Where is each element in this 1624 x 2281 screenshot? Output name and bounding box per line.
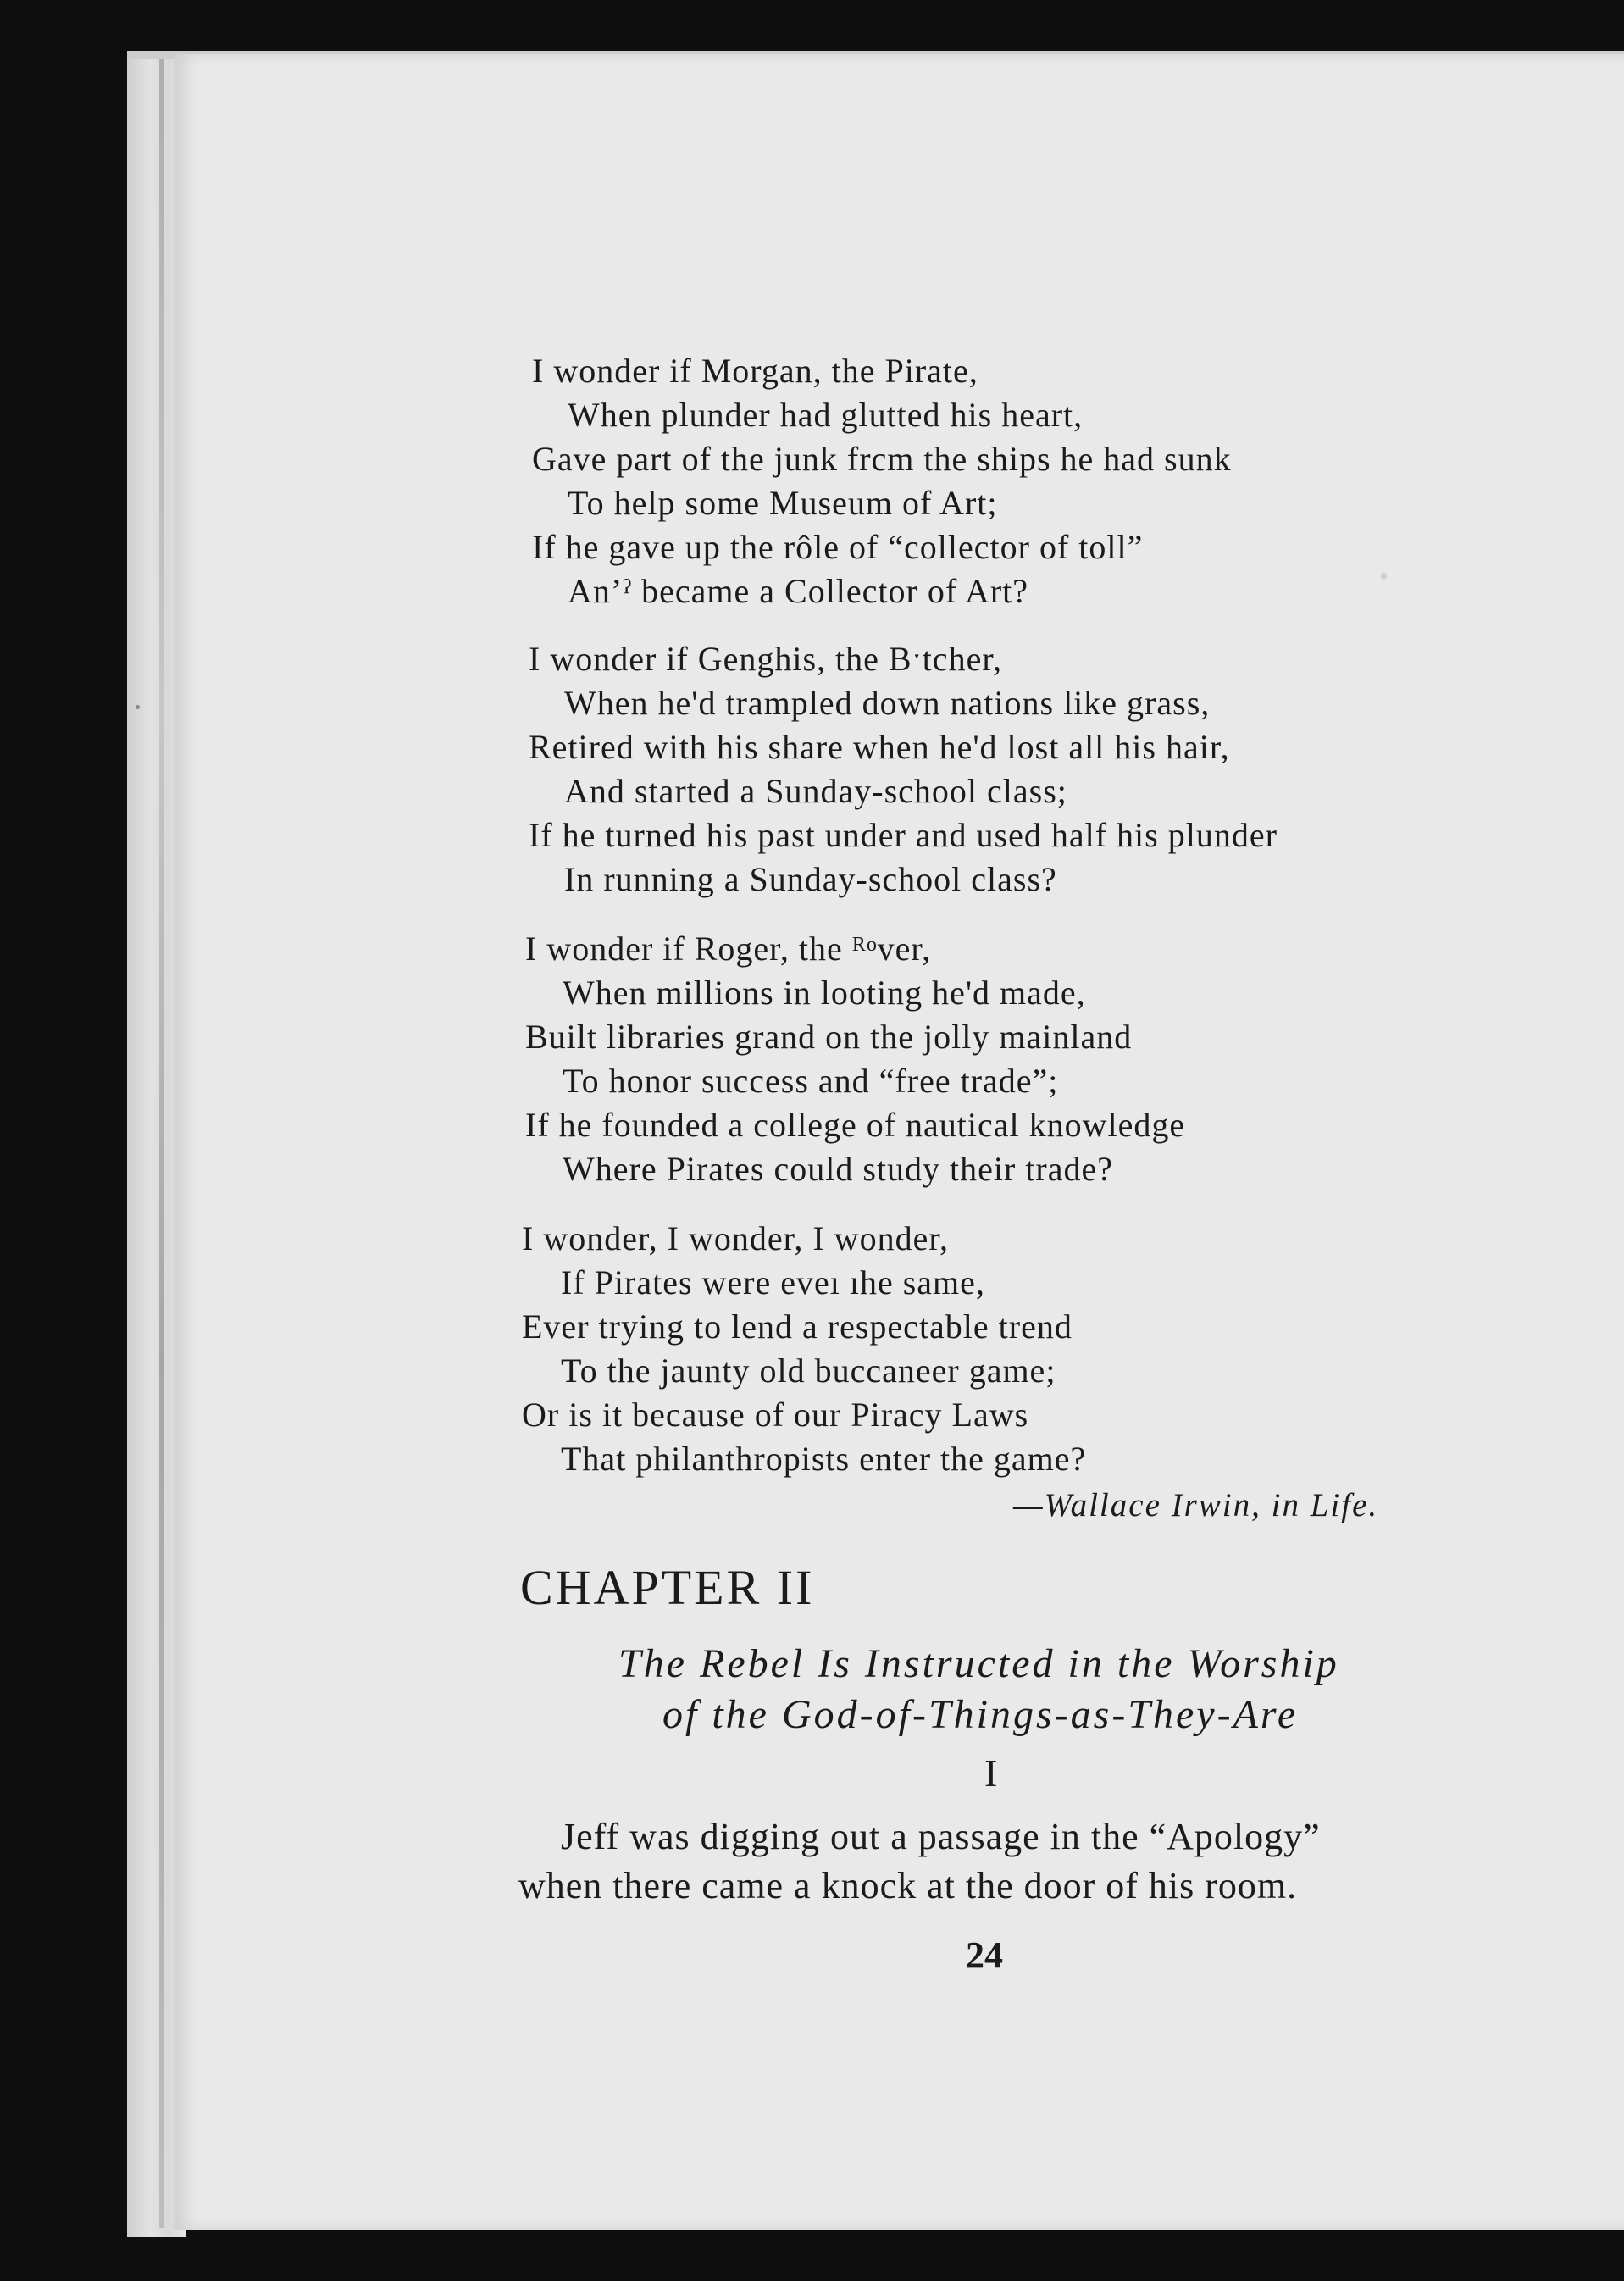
chapter-heading: CHAPTER II [520, 1560, 815, 1615]
section-numeral: I [984, 1751, 998, 1795]
poem-line: Where Pirates could study their trade? [563, 1150, 1113, 1188]
poem-line: Retired with his share when he'd lost all his hair, [529, 728, 1230, 766]
poem-attribution: —Wallace Irwin, in Life. [1013, 1487, 1379, 1523]
poem-line: And started a Sunday-school class; [564, 772, 1067, 810]
poem-line: To help some Museum of Art; [568, 484, 998, 522]
poem-line: Built libraries grand on the jolly mainland [525, 1018, 1133, 1056]
poem-line: I wonder if Morgan, the Pirate, [532, 352, 978, 390]
poem-line: In running a Sunday-school class? [564, 860, 1057, 898]
poem-line: Ever trying to lend a respectable trend [522, 1307, 1073, 1346]
poem-line: If he gave up the rôle of “collector of toll” [532, 528, 1144, 566]
poem-line: Anʼˀ became a Collector of Art? [568, 572, 1029, 610]
prose-line: Jeff was digging out a passage in the “Apology” [561, 1816, 1321, 1857]
poem-line: If Pirates were eveı ıhe same, [561, 1263, 985, 1301]
poem-line: To the jaunty old buccaneer game; [561, 1351, 1056, 1390]
page-binding-line [159, 59, 164, 2228]
chapter-subtitle: of the God-of-Things-as-They-Are [662, 1692, 1299, 1737]
ink-speck [1381, 573, 1387, 580]
poem-line: If he founded a college of nautical knowledge [525, 1106, 1186, 1144]
poem-line: When plunder had glutted his heart, [568, 396, 1084, 434]
chapter-subtitle: The Rebel Is Instructed in the Worship [618, 1641, 1339, 1686]
poem-line: That philanthropists enter the game? [561, 1440, 1087, 1478]
poem-line: Or is it because of our Piracy Laws [522, 1396, 1029, 1434]
page-number: 24 [966, 1934, 1003, 1976]
poem-line: To honor success and “free trade”; [563, 1062, 1059, 1100]
poem-line: When he'd trampled down nations like grass, [564, 684, 1211, 722]
poem-line: I wonder if Roger, the ᴿᵒver, [525, 930, 932, 968]
poem-line: When millions in looting he'd made, [563, 974, 1086, 1012]
poem-line: If he turned his past under and used half his plunder [529, 816, 1278, 854]
poem-line: I wonder, I wonder, I wonder, [522, 1219, 950, 1257]
poem-line: Gave part of the junk frcm the ships he had sunk [532, 440, 1232, 478]
edge-speck [136, 705, 140, 709]
prose-line: when there came a knock at the door of his room. [518, 1865, 1298, 1906]
poem-line: I wonder if Genghis, the Bˑtcher, [529, 640, 1003, 678]
